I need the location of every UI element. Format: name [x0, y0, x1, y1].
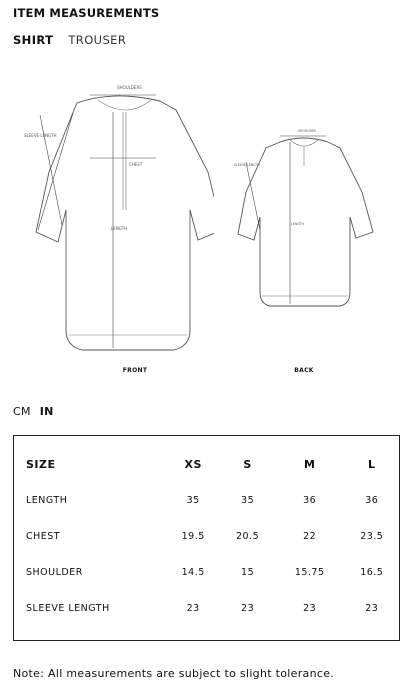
back-sleeve-length-label: SLEEVE LENGTH: [234, 163, 260, 167]
header-m: M: [303, 457, 316, 471]
cell-value: 23: [365, 602, 379, 614]
cell-value: 35: [241, 494, 255, 506]
unit-cm[interactable]: CM: [13, 405, 31, 418]
cell-value: 16.5: [360, 566, 384, 578]
row-label: LENGTH: [26, 494, 68, 506]
back-dress-illustration: [228, 122, 388, 312]
cell-value: 14.5: [181, 566, 205, 578]
front-length-label: LENGTH: [111, 226, 128, 231]
row-label: SHOULDER: [26, 566, 83, 578]
row-label: SLEEVE LENGTH: [26, 602, 110, 614]
cell-value: 23: [186, 602, 200, 614]
garment-tabs: [13, 33, 141, 47]
front-label: FRONT: [122, 367, 148, 374]
size-table: [14, 446, 399, 626]
tab-trouser[interactable]: TROUSER: [68, 33, 127, 47]
cell-value: 22: [303, 530, 317, 542]
back-label: BACK: [294, 367, 314, 374]
table-header-row: [14, 446, 399, 482]
table-row: [14, 518, 399, 554]
cell-value: 23: [303, 602, 317, 614]
tolerance-note: Note: All measurements are subject to slight tolerance.: [13, 667, 335, 680]
header-s: S: [243, 457, 252, 471]
unit-in[interactable]: IN: [39, 405, 54, 418]
back-length-label: LENGTH: [291, 222, 304, 226]
row-label: CHEST: [26, 530, 61, 542]
cell-value: 36: [303, 494, 317, 506]
table-row: [14, 554, 399, 590]
table-row: [14, 482, 399, 518]
header-l: L: [368, 457, 376, 471]
header-size: SIZE: [26, 457, 56, 471]
back-shoulder-label: SHOULDER: [298, 129, 316, 133]
cell-value: 15: [241, 566, 255, 578]
tab-shirt[interactable]: SHIRT: [13, 33, 54, 47]
cell-value: 36: [365, 494, 379, 506]
table-row: [14, 590, 399, 626]
cell-value: 15.75: [294, 566, 325, 578]
cell-value: 23.5: [360, 530, 384, 542]
cell-value: 20.5: [236, 530, 260, 542]
cell-value: 19.5: [181, 530, 205, 542]
header-xs: XS: [184, 457, 202, 471]
cell-value: 35: [186, 494, 200, 506]
front-dress-illustration: [14, 60, 214, 360]
front-sleeve-length-label: SLEEVE LENGTH: [24, 133, 57, 138]
unit-tabs: [13, 405, 63, 418]
page-title: ITEM MEASUREMENTS: [13, 6, 160, 20]
front-shoulders-label: SHOULDERS: [117, 85, 142, 90]
size-table-container: [13, 435, 400, 641]
cell-value: 23: [241, 602, 255, 614]
front-chest-label: CHEST: [129, 162, 143, 167]
